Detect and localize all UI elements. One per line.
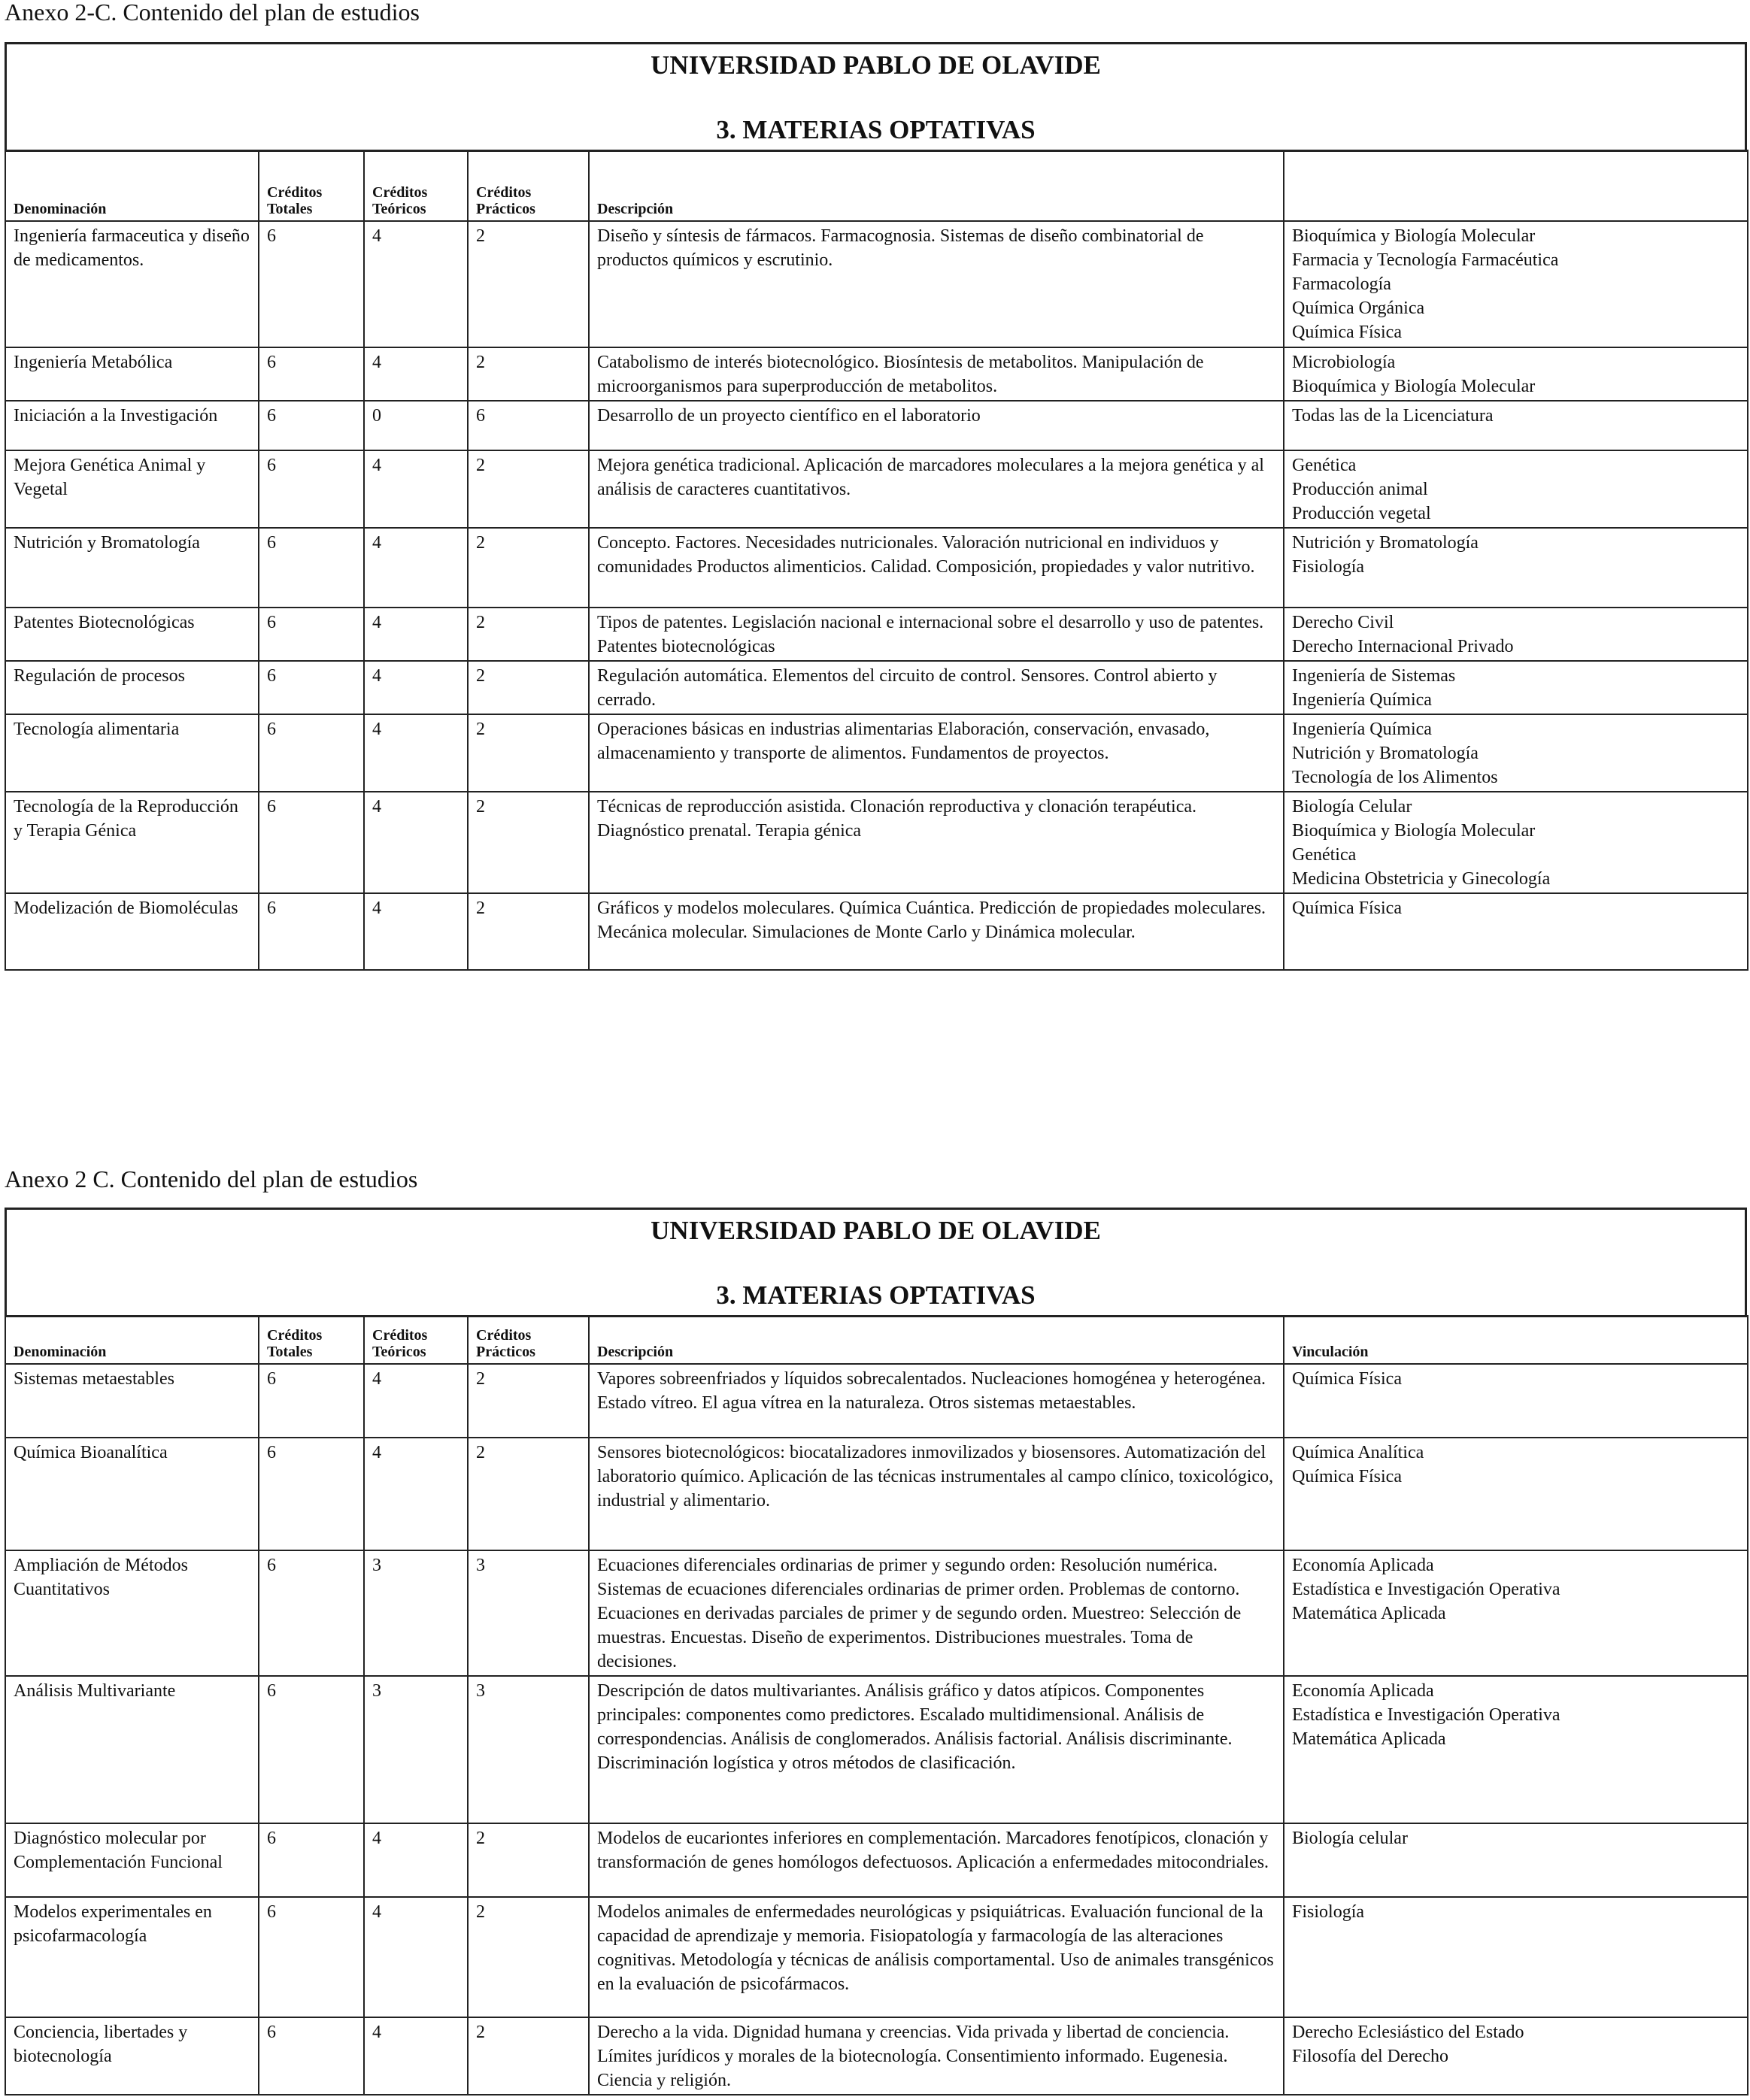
cell-creditos-teoricos: 4 (364, 528, 468, 608)
cell-descripcion: Mejora genética tradicional. Aplicación de marcadores moleculares a la mejora genética y al análisis de caracteres cuantitativos. (589, 450, 1284, 528)
cell-creditos-practicos: 2 (468, 792, 589, 893)
cell-vinculacion (1284, 221, 1748, 347)
cell-creditos-teoricos: 4 (364, 221, 468, 347)
cell-descripcion: Concepto. Factores. Necesidades nutricionales. Valoración nutricional en individuos y comunidades Productos alimenticios. Calidad. Composición, propiedades y valor nutritivo. (589, 528, 1284, 608)
cell-denominacion: Nutrición y Bromatología (5, 528, 259, 608)
cell-creditos-teoricos: 4 (364, 608, 468, 661)
cell-creditos-teoricos: 0 (364, 401, 468, 450)
cell-vinculacion (1284, 1550, 1748, 1676)
cell-descripcion: Operaciones básicas en industrias alimentarias Elaboración, conservación, envasado, almacenamiento y transporte de alimentos. Fundamentos de proyectos. (589, 714, 1284, 792)
cell-descripcion: Vapores sobreenfriados y líquidos sobrecalentados. Nucleaciones homogénea y heterogénea. Estado vítreo. El agua vítrea en la naturaleza. Otros sistemas metaestables. (589, 1364, 1284, 1438)
cell-creditos-teoricos: 4 (364, 661, 468, 714)
vinculacion-item: Derecho Eclesiástico del Estado (1292, 2023, 1524, 2042)
vinculacion-item: Estadística e Investigación Operativa (1292, 1580, 1560, 1599)
col-creditos-practicos: Créditos Prácticos (468, 150, 589, 221)
cell-vinculacion (1284, 1438, 1748, 1550)
cell-creditos-totales: 6 (259, 1550, 364, 1676)
table-row (5, 347, 1748, 401)
cell-creditos-practicos: 2 (468, 714, 589, 792)
cell-creditos-totales: 6 (259, 450, 364, 528)
table-row (5, 221, 1748, 347)
cell-creditos-totales: 6 (259, 1897, 364, 2017)
cell-creditos-teoricos: 4 (364, 450, 468, 528)
cell-creditos-totales: 6 (259, 528, 364, 608)
cell-descripcion: Desarrollo de un proyecto científico en el laboratorio (589, 401, 1284, 450)
vinculacion-item: Medicina Obstetricia y Ginecología (1292, 869, 1551, 889)
table-row (5, 1438, 1748, 1550)
header-row (5, 1316, 1748, 1364)
annex-title: Anexo 2 C. Contenido del plan de estudios (5, 1165, 418, 1192)
cell-creditos-teoricos: 4 (364, 347, 468, 401)
cell-creditos-practicos: 2 (468, 893, 589, 970)
vinculacion-item: Farmacia y Tecnología Farmacéutica (1292, 250, 1559, 270)
vinculacion-item: Química Orgánica (1292, 298, 1425, 318)
vinculacion-item: Farmacología (1292, 274, 1391, 294)
cell-descripcion: Sensores biotecnológicos: biocatalizadores inmovilizados y biosensores. Automatización del laboratorio químico. Aplicación de las técnicas instrumentales al campo clínico, toxicológico, industrial y alimentario. (589, 1438, 1284, 1550)
col-creditos-teoricos: Créditos Teóricos (364, 150, 468, 221)
cell-creditos-totales: 6 (259, 608, 364, 661)
cell-creditos-teoricos: 4 (364, 1897, 468, 2017)
cell-creditos-practicos: 6 (468, 401, 589, 450)
cell-descripcion: Catabolismo de interés biotecnológico. Biosíntesis de metabolitos. Manipulación de microorganismos para superproducción de metabolitos. (589, 347, 1284, 401)
cell-denominacion: Análisis Multivariante (5, 1676, 259, 1823)
cell-creditos-totales: 6 (259, 714, 364, 792)
vinculacion-item: Estadística e Investigación Operativa (1292, 1705, 1560, 1725)
vinculacion-item: Biología celular (1292, 1829, 1408, 1848)
vinculacion-item: Química Analítica (1292, 1443, 1424, 1462)
cell-denominacion: Diagnóstico molecular por Complementación Funcional (5, 1823, 259, 1897)
col-creditos-teoricos: Créditos Teóricos (364, 1316, 468, 1364)
vinculacion-item: Química Física (1292, 323, 1402, 342)
vinculacion-item: Bioquímica y Biología Molecular (1292, 821, 1536, 841)
cell-descripcion: Modelos animales de enfermedades neurológicas y psiquiátricas. Evaluación funcional de la capacidad de aprendizaje y memoria. Fisiopatología y farmacología de las alteraciones cognitivas. Metodología y técnicas de análisis comportamental. Uso de animales transgénicos en la evaluación de psicofármacos. (589, 1897, 1284, 2017)
vinculacion-item: Bioquímica y Biología Molecular (1292, 377, 1536, 396)
cell-vinculacion (1284, 347, 1748, 401)
col-creditos-practicos: Créditos Prácticos (468, 1316, 589, 1364)
cell-descripcion: Regulación automática. Elementos del circuito de control. Sensores. Control abierto y cerrado. (589, 661, 1284, 714)
table-row (5, 1897, 1748, 2017)
table-row (5, 1676, 1748, 1823)
section-heading: 3. MATERIAS OPTATIVAS (716, 1280, 1036, 1310)
cell-creditos-totales: 6 (259, 1676, 364, 1823)
cell-creditos-practicos: 2 (468, 1897, 589, 2017)
subjects-table (5, 150, 1748, 971)
header-box (5, 1208, 1747, 1317)
cell-denominacion: Ampliación de Métodos Cuantitativos (5, 1550, 259, 1676)
table-row (5, 1550, 1748, 1676)
col-denominacion: Denominación (5, 1316, 259, 1364)
table-row (5, 1823, 1748, 1897)
cell-creditos-teoricos: 4 (364, 1364, 468, 1438)
cell-creditos-teoricos: 4 (364, 1823, 468, 1897)
vinculacion-item: Nutrición y Bromatología (1292, 744, 1479, 763)
cell-denominacion: Ingeniería Metabólica (5, 347, 259, 401)
table-row (5, 661, 1748, 714)
cell-creditos-teoricos: 4 (364, 1438, 468, 1550)
cell-descripcion: Descripción de datos multivariantes. Análisis gráfico y datos atípicos. Componentes principales: componentes como predictores. Escalado multidimensional. Análisis de correspondencias. Análisis de conglomerados. Análisis factorial. Análisis discriminante. Discriminación logística y otros métodos de clasificación. (589, 1676, 1284, 1823)
col-vinculacion: Vinculación (1284, 1316, 1748, 1364)
cell-denominacion: Sistemas metaestables (5, 1364, 259, 1438)
table-row (5, 528, 1748, 608)
cell-creditos-totales: 6 (259, 221, 364, 347)
vinculacion-item: Bioquímica y Biología Molecular (1292, 226, 1536, 246)
col-creditos-totales: Créditos Totales (259, 150, 364, 221)
cell-descripcion: Técnicas de reproducción asistida. Clonación reproductiva y clonación terapéutica. Diagnóstico prenatal. Terapia génica (589, 792, 1284, 893)
cell-creditos-totales: 6 (259, 1823, 364, 1897)
cell-creditos-practicos: 2 (468, 450, 589, 528)
cell-denominacion: Mejora Genética Animal y Vegetal (5, 450, 259, 528)
vinculacion-item: Tecnología de los Alimentos (1292, 768, 1498, 787)
cell-denominacion: Modelización de Biomoléculas (5, 893, 259, 970)
vinculacion-item: Ingeniería de Sistemas (1292, 666, 1456, 686)
cell-creditos-practicos: 2 (468, 347, 589, 401)
cell-creditos-practicos: 2 (468, 221, 589, 347)
col-descripcion: Descripción (589, 1316, 1284, 1364)
cell-denominacion: Tecnología alimentaria (5, 714, 259, 792)
table-row (5, 1364, 1748, 1438)
table-row (5, 450, 1748, 528)
cell-vinculacion (1284, 401, 1748, 450)
cell-descripcion: Gráficos y modelos moleculares. Química Cuántica. Predicción de propiedades moleculares. Mecánica molecular. Simulaciones de Monte Carlo y Dinámica molecular. (589, 893, 1284, 970)
cell-vinculacion (1284, 792, 1748, 893)
header-box (5, 42, 1747, 152)
university-name: UNIVERSIDAD PABLO DE OLAVIDE (651, 1216, 1101, 1245)
cell-creditos-teoricos: 4 (364, 2017, 468, 2095)
cell-creditos-totales: 6 (259, 401, 364, 450)
vinculacion-item: Química Física (1292, 1369, 1402, 1389)
col-creditos-totales: Créditos Totales (259, 1316, 364, 1364)
cell-vinculacion (1284, 2017, 1748, 2095)
cell-creditos-teoricos: 3 (364, 1550, 468, 1676)
cell-creditos-totales: 6 (259, 1364, 364, 1438)
vinculacion-item: Ingeniería Química (1292, 720, 1432, 739)
annex-title: Anexo 2-C. Contenido del plan de estudios (5, 0, 420, 26)
cell-creditos-practicos: 2 (468, 528, 589, 608)
vinculacion-item: Derecho Civil (1292, 613, 1394, 632)
cell-creditos-practicos: 3 (468, 1550, 589, 1676)
cell-creditos-totales: 6 (259, 661, 364, 714)
vinculacion-item: Genética (1292, 456, 1357, 475)
cell-vinculacion (1284, 1823, 1748, 1897)
table-row (5, 401, 1748, 450)
cell-vinculacion (1284, 450, 1748, 528)
col-descripcion: Descripción (589, 150, 1284, 221)
cell-denominacion: Iniciación a la Investigación (5, 401, 259, 450)
cell-descripcion: Modelos de eucariontes inferiores en complementación. Marcadores fenotípicos, clonación y transformación de genes homólogos defectuosos. Aplicación a enfermedades mitocondriales. (589, 1823, 1284, 1897)
table-row (5, 714, 1748, 792)
cell-descripcion: Ecuaciones diferenciales ordinarias de primer y segundo orden: Resolución numérica. Sistemas de ecuaciones diferenciales ordinarias de primer orden. Problemas de contorno. Ecuaciones en derivadas parciales de primer y de segundo orden. Muestreo: Selección de muestras. Encuestas. Diseño de experimentos. Distribuciones muestrales. Toma de decisiones. (589, 1550, 1284, 1676)
vinculacion-item: Filosofía del Derecho (1292, 2047, 1448, 2066)
university-name: UNIVERSIDAD PABLO DE OLAVIDE (651, 50, 1101, 80)
cell-creditos-teoricos: 3 (364, 1676, 468, 1823)
cell-vinculacion (1284, 1364, 1748, 1438)
vinculacion-item: Química Física (1292, 898, 1402, 918)
cell-creditos-totales: 6 (259, 1438, 364, 1550)
vinculacion-item: Fisiología (1292, 1902, 1365, 1922)
vinculacion-item: Todas las de la Licenciatura (1292, 406, 1494, 426)
cell-creditos-teoricos: 4 (364, 893, 468, 970)
cell-creditos-practicos: 2 (468, 1364, 589, 1438)
cell-denominacion: Conciencia, libertades y biotecnología (5, 2017, 259, 2095)
vinculacion-item: Ingeniería Química (1292, 690, 1432, 710)
cell-denominacion: Ingeniería farmaceutica y diseño de medicamentos. (5, 221, 259, 347)
cell-denominacion: Regulación de procesos (5, 661, 259, 714)
vinculacion-item: Matemática Aplicada (1292, 1729, 1446, 1749)
cell-denominacion: Modelos experimentales en psicofarmacología (5, 1897, 259, 2017)
subjects-table (5, 1315, 1748, 2095)
cell-denominacion: Tecnología de la Reproducción y Terapia Génica (5, 792, 259, 893)
cell-creditos-teoricos: 4 (364, 714, 468, 792)
table-row (5, 792, 1748, 893)
cell-creditos-totales: 6 (259, 347, 364, 401)
col-denominacion: Denominación (5, 150, 259, 221)
cell-vinculacion (1284, 893, 1748, 970)
vinculacion-item: Química Física (1292, 1467, 1402, 1486)
cell-creditos-practicos: 2 (468, 608, 589, 661)
cell-vinculacion (1284, 661, 1748, 714)
cell-creditos-practicos: 2 (468, 661, 589, 714)
cell-creditos-teoricos: 4 (364, 792, 468, 893)
cell-vinculacion (1284, 1897, 1748, 2017)
cell-denominacion: Química Bioanalítica (5, 1438, 259, 1550)
vinculacion-item: Economía Aplicada (1292, 1556, 1434, 1575)
table-row (5, 2017, 1748, 2095)
vinculacion-item: Economía Aplicada (1292, 1681, 1434, 1701)
cell-creditos-totales: 6 (259, 792, 364, 893)
cell-vinculacion (1284, 1676, 1748, 1823)
cell-vinculacion (1284, 528, 1748, 608)
cell-creditos-totales: 6 (259, 2017, 364, 2095)
table-row (5, 608, 1748, 661)
cell-descripcion: Diseño y síntesis de fármacos. Farmacognosia. Sistemas de diseño combinatorial de productos químicos y escrutinio. (589, 221, 1284, 347)
col-vinculacion (1284, 150, 1748, 221)
table-row (5, 893, 1748, 970)
vinculacion-item: Microbiología (1292, 353, 1396, 372)
cell-descripcion: Derecho a la vida. Dignidad humana y creencias. Vida privada y libertad de conciencia. Límites jurídicos y morales de la biotecnología. Consentimiento informado. Eugenesia. Ciencia y religión. (589, 2017, 1284, 2095)
cell-creditos-practicos: 3 (468, 1676, 589, 1823)
cell-vinculacion (1284, 608, 1748, 661)
vinculacion-item: Producción vegetal (1292, 504, 1431, 523)
vinculacion-item: Derecho Internacional Privado (1292, 637, 1514, 656)
vinculacion-item: Genética (1292, 845, 1357, 865)
cell-creditos-practicos: 2 (468, 1823, 589, 1897)
vinculacion-item: Fisiología (1292, 557, 1365, 577)
cell-vinculacion (1284, 714, 1748, 792)
vinculacion-item: Biología Celular (1292, 797, 1412, 817)
header-row (5, 150, 1748, 221)
vinculacion-item: Nutrición y Bromatología (1292, 533, 1479, 553)
vinculacion-item: Producción animal (1292, 480, 1428, 499)
cell-creditos-practicos: 2 (468, 1438, 589, 1550)
vinculacion-item: Matemática Aplicada (1292, 1604, 1446, 1623)
cell-creditos-practicos: 2 (468, 2017, 589, 2095)
section-heading: 3. MATERIAS OPTATIVAS (716, 115, 1036, 144)
cell-descripcion: Tipos de patentes. Legislación nacional e internacional sobre el desarrollo y uso de patentes. Patentes biotecnológicas (589, 608, 1284, 661)
cell-creditos-totales: 6 (259, 893, 364, 970)
cell-denominacion: Patentes Biotecnológicas (5, 608, 259, 661)
